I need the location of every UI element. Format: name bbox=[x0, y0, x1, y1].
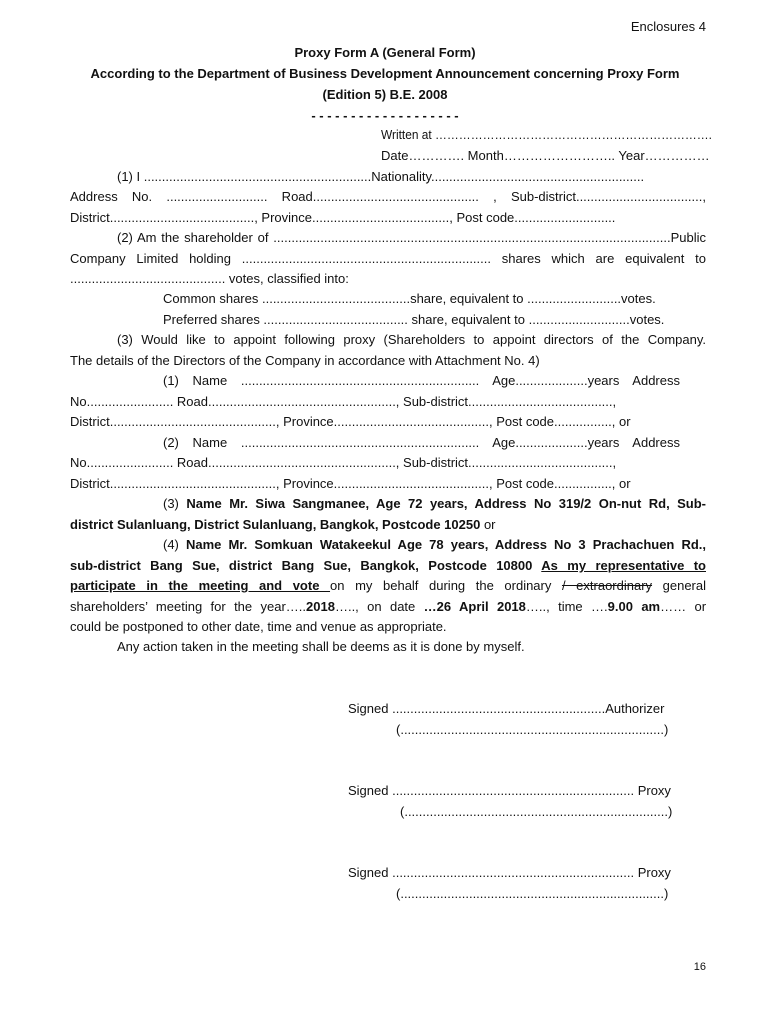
meeting-year: 2018 bbox=[306, 599, 335, 614]
representative-clause: As my representative to bbox=[541, 558, 706, 573]
section1-district: District........................................, Province......................................, Post code............................ bbox=[70, 210, 616, 225]
proxy2-address-line: No........................ Road...................................................., Sub-district........................................, bbox=[70, 455, 617, 470]
proxy3-line1 bbox=[163, 495, 706, 513]
signature-authorizer-name: (.........................................................................) bbox=[396, 722, 669, 737]
behalf-text: on my behalf during the ordinary bbox=[330, 578, 562, 593]
preferred-shares-line: Preferred shares ........................................ share, equivalent to ............................votes. bbox=[163, 312, 665, 327]
proxy1-address-line: No........................ Road...................................................., Sub-district........................................, bbox=[70, 394, 617, 409]
proxy3-line2 bbox=[70, 516, 496, 534]
proxy4-line2 bbox=[70, 557, 706, 575]
proxy4-line1 bbox=[163, 536, 706, 554]
section1-address: Address No. ............................ Road.............................................. , Sub-district..................................., bbox=[70, 189, 706, 204]
page-number: 16 bbox=[693, 961, 706, 973]
section3-line1: (3) Would like to appoint following proxy (Shareholders to appoint directors of the Company. bbox=[117, 332, 706, 347]
signature-proxy-2: Signed ................................................................... Proxy bbox=[348, 865, 671, 880]
written-at-line: Written at ……………………………………………………………. bbox=[381, 127, 712, 142]
proxy4-line5: could be postponed to other date, time and venue as appropriate. bbox=[70, 619, 447, 634]
section2-line3: ........................................... votes, classified into: bbox=[70, 271, 349, 286]
proxy3-number: (3) bbox=[163, 496, 187, 511]
form-title: Proxy Form A (General Form) bbox=[294, 45, 476, 60]
meeting-or: …… or bbox=[660, 599, 707, 614]
signature-proxy-1-name: (.........................................................................) bbox=[400, 804, 673, 819]
general-text: general bbox=[652, 578, 707, 593]
enclosure-label: Enclosures 4 bbox=[630, 19, 706, 34]
proxy4-line3 bbox=[70, 577, 706, 595]
proxy1-district-line: District.............................................., Province..........................................., Post code................, or bbox=[70, 414, 631, 429]
extraordinary-struck: / extraordinary bbox=[561, 578, 653, 593]
proxy3-district: district Sulanluang, District Sulanluang, Bangkok, Postcode 10250 bbox=[70, 517, 481, 532]
title-divider: - - - - - - - - - - - - - - - - - - - bbox=[311, 108, 459, 123]
proxy4-line4 bbox=[70, 598, 706, 616]
closing-statement: Any action taken in the meeting shall be deems as it is done by myself. bbox=[117, 639, 525, 654]
common-shares-line: Common shares .........................................share, equivalent to ..........................votes. bbox=[163, 291, 656, 306]
participate-clause: participate in the meeting and vote bbox=[70, 578, 331, 593]
section1-line1: (1) I ...............................................................Nationality........................................................... bbox=[117, 169, 645, 184]
date-line: Date…………. Month…………………….. Year…………… bbox=[381, 148, 710, 163]
section2-line1: (2) Am the shareholder of ..............................................................................................................Public bbox=[117, 230, 706, 245]
proxy2-name-line: (2) Name .................................................................. Age....................years Address bbox=[163, 435, 680, 450]
proxy3-or: or bbox=[480, 517, 496, 532]
proxy2-district-line: District.............................................., Province..........................................., Post code................, or bbox=[70, 476, 631, 491]
proxy4-address: sub-district Bang Sue, district Bang Sue, Bangkok, Postcode 10800 bbox=[70, 558, 542, 573]
meeting-date: …26 April 2018 bbox=[423, 599, 526, 614]
signature-proxy-1: Signed ................................................................... Proxy bbox=[348, 783, 671, 798]
meeting-time-label: ….., time …. bbox=[525, 599, 608, 614]
form-edition: (Edition 5) B.E. 2008 bbox=[322, 87, 448, 102]
meeting-year-label: shareholders’ meeting for the year….. bbox=[70, 599, 307, 614]
proxy4-number: (4) bbox=[163, 537, 186, 552]
signature-proxy-2-name: (.........................................................................) bbox=[396, 886, 669, 901]
meeting-time: 9.00 am bbox=[607, 599, 661, 614]
meeting-date-label: ….., on date bbox=[334, 599, 424, 614]
signature-authorizer: Signed ...........................................................Authorizer bbox=[348, 701, 665, 716]
form-subtitle: According to the Department of Business Development Announcement concerning Proxy Form bbox=[90, 66, 680, 81]
section2-line2: Company Limited holding ..................................................................... shares which are equivalent to bbox=[70, 251, 706, 266]
proxy1-name-line: (1) Name .................................................................. Age....................years Address bbox=[163, 373, 680, 388]
proxy3-name: Name Mr. Siwa Sangmanee, Age 72 years, Address No 319/2 On-nut Rd, Sub- bbox=[186, 496, 707, 511]
section3-line2: The details of the Directors of the Company in accordance with Attachment No. 4) bbox=[70, 353, 540, 368]
proxy4-name: Name Mr. Somkuan Watakeekul Age 78 years, Address No 3 Prachachuen Rd., bbox=[185, 537, 706, 552]
